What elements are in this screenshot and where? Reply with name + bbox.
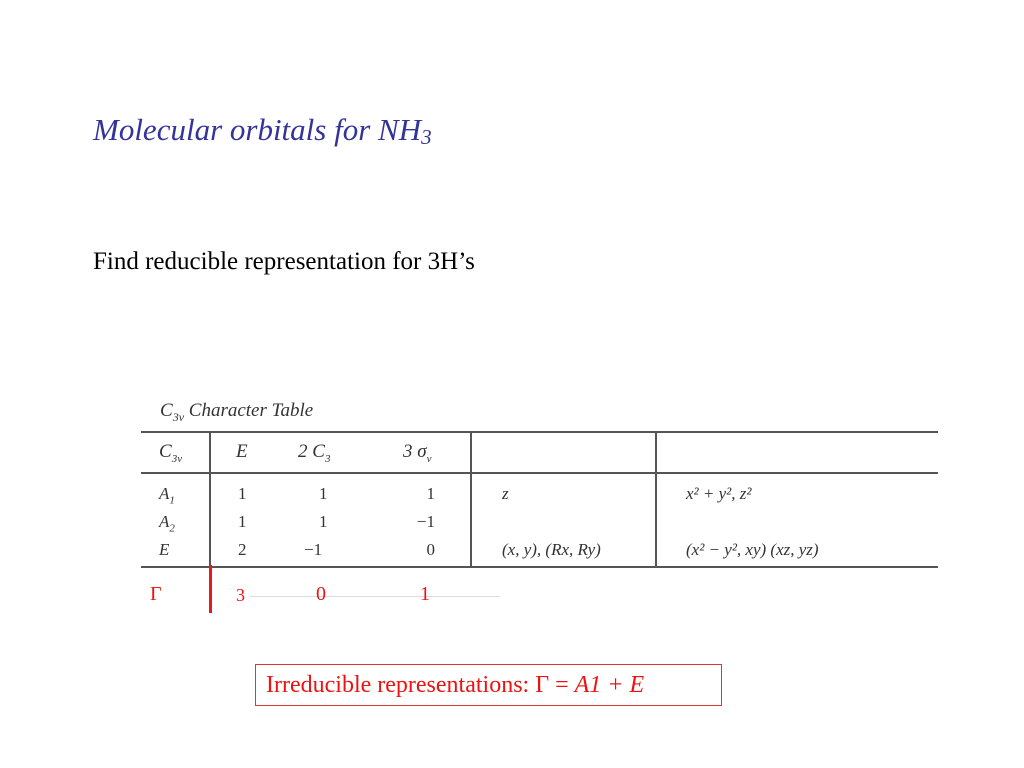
slide-title: Molecular orbitals for $NH_3$ <box>93 112 432 149</box>
row-e-linear: (x, y), (Rx, Ry) <box>502 540 601 559</box>
row-a2-char-c3: 1 <box>319 512 328 531</box>
row-e-char-sigma: 0 <box>426 540 435 559</box>
row-a1-irrep: $A_1$ <box>159 484 175 507</box>
row-e-char-e: 2 <box>238 540 247 559</box>
gamma-symbol: Γ <box>150 583 162 605</box>
table-divider-2 <box>470 431 472 568</box>
character-table-title: $C_{3v}$ Character Table <box>160 400 314 424</box>
table-divider-3 <box>655 431 657 568</box>
row-a1-char-sigma: 1 <box>426 484 435 503</box>
slide-subtitle: Find reducible representation for 3H’s <box>93 248 475 275</box>
header-op-sigma: 3 $\sigma_v$ <box>403 441 432 465</box>
row-e-irrep: E <box>159 540 170 559</box>
row-e-char-c3: −1 <box>304 540 323 559</box>
irreducible-result: A1 + E <box>574 672 645 698</box>
row-a1-quadratic: x² + y², z² <box>686 484 752 503</box>
row-a2-char-e: 1 <box>238 512 247 531</box>
row-e-quadratic: (x² − y², xy) (xz, yz) <box>686 540 819 559</box>
row-a2-irrep: $A_2$ <box>159 512 175 535</box>
irreducible-expression: Γ = <box>535 672 575 698</box>
gamma-guide-line <box>250 596 500 597</box>
irreducible-label: Irreducible representations: <box>266 672 536 698</box>
row-a1-char-c3: 1 <box>319 484 328 503</box>
table-top-rule <box>141 431 938 433</box>
table-bottom-rule <box>141 566 938 568</box>
row-a1-linear: z <box>502 484 509 503</box>
gamma-separator <box>209 565 212 613</box>
irreducible-representations-box <box>255 664 722 706</box>
gamma-value-e: 3 <box>236 585 245 605</box>
header-op-c3: 2 $C_3$ <box>298 441 331 465</box>
header-op-e: E <box>236 441 248 462</box>
table-divider-1 <box>209 431 211 568</box>
gamma-value-c3: 0 <box>316 583 326 605</box>
row-a1-char-e: 1 <box>238 484 247 503</box>
header-group: $C_{3v}$ <box>159 441 183 465</box>
row-a2-char-sigma: −1 <box>416 512 435 531</box>
table-header-rule <box>141 472 938 474</box>
gamma-value-sigma: 1 <box>420 583 430 605</box>
